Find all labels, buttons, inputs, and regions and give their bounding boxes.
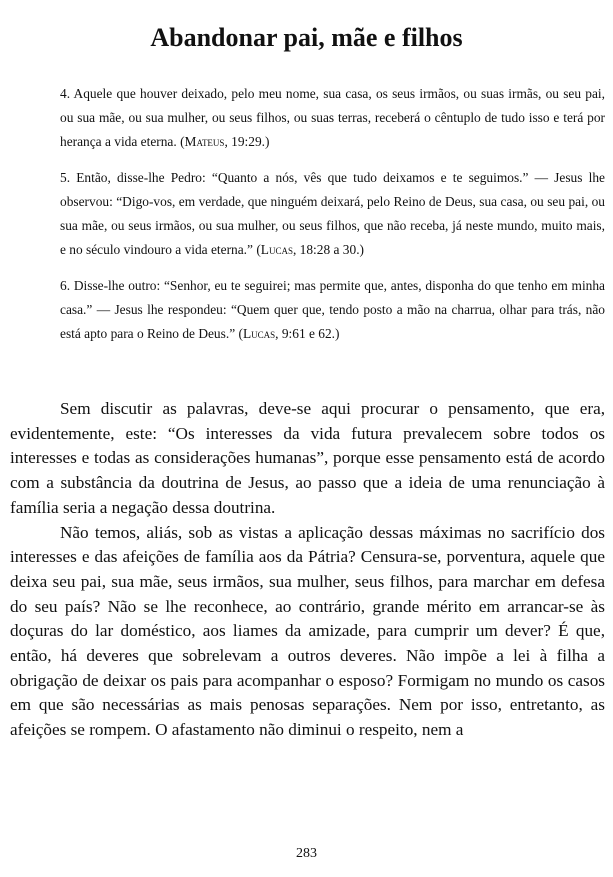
quote-reference: Mateus [184, 134, 225, 149]
body-paragraph: Não temos, aliás, sob as vistas a aplicação dessas máximas no sacrifício dos interesses e das afeições de família aos da Pátria? Censura-se, porventura, aquele que deixa seu pai, sua mãe, seus irmãos, sua mulher, seus filhos, para marchar em defesa do seu país? Não se lhe reconhece, ao contrário, grande mérito em arrancar-se às doçuras do lar doméstico, aos liames da amizade, para cumprir um dever? É que, então, há deveres que sobrelevam a outros deveres. Não impõe a lei à filha a obrigação de deixar os pais para acompanhar o esposo? Formigam no mundo os casos em que são necessárias as mais penosas separações. Nem por isso, entretanto, as afeições se rompem. O afastamento não diminui o respeito, nem a [10, 522, 605, 740]
quote-text: Então, disse-lhe Pedro: “Quanto a nós, vês que tudo deixamos e te seguimos.” — Jesus lhe observou: “Digo-vos, em verdade, que ninguém deixará, pelo Reino de Deus, sua casa, ou seu pai, ou sua mãe, ou seus irmãos, ou sua mulher, ou seus filhos, que não receba, já neste mundo, muito mais, e no século vindouro a vida eterna.” ( [60, 170, 605, 257]
quote-reference: Lucas [260, 242, 293, 257]
gospel-quotes [60, 82, 605, 358]
quote-item [60, 82, 605, 154]
quote-number: 5. [60, 170, 71, 185]
body-text [10, 397, 605, 743]
quote-number: 4. [60, 86, 71, 101]
quote-reference-location: , 19:29.) [224, 134, 270, 149]
quote-item [60, 166, 605, 262]
page-title: Abandonar pai, mãe e filhos [150, 23, 463, 52]
quote-text: Disse-lhe outro: “Senhor, eu te seguirei; mas permite que, antes, disponha do que tenho em minha casa.” — Jesus lhe respondeu: “Quem quer que, tendo posto a mão na charrua, olhar para trás, não está apto para o Reino de Deus.” ( [60, 278, 605, 341]
quote-reference: Lucas [242, 326, 276, 341]
body-paragraph: Sem discutir as palavras, deve-se aqui procurar o pensamento, que era, evidentemente, este: “Os interesses da vida futura prevalecem sobre todos os interesses e todas as considerações humanas”, porque esse pensamento está de acordo com a substância da doutrina de Jesus, ao passo que a ideia de uma renunciação à família seria a negação dessa doutrina. [10, 399, 605, 517]
quote-text: Aquele que houver deixado, pelo meu nome, sua casa, os seus irmãos, ou suas irmãs, ou seu pai, ou sua mãe, ou sua mulher, ou seus filhos, ou suas terras, receberá o cêntuplo de tudo isso e terá por herança a vida eterna. ( [60, 86, 605, 149]
quote-number: 6. [60, 278, 71, 293]
page-number: 283 [296, 846, 317, 861]
quote-reference-location: , 18:28 a 30.) [292, 242, 365, 257]
quote-reference-location: , 9:61 e 62.) [275, 326, 340, 341]
quote-item [60, 274, 605, 346]
